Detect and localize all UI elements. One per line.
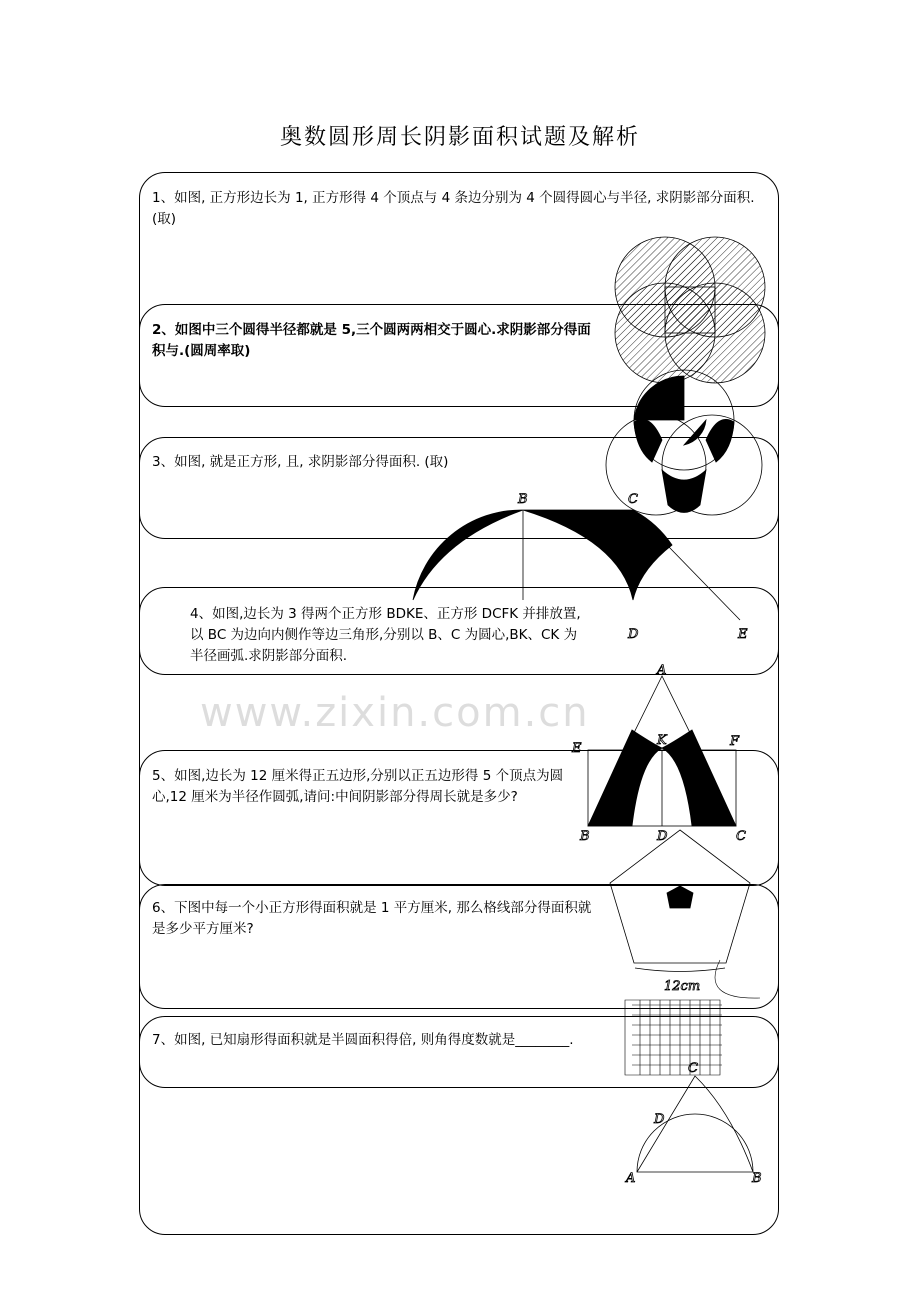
svg-text:B: B (518, 492, 528, 507)
figure-7 (625, 1061, 762, 1186)
svg-text:E: E (738, 627, 748, 642)
svg-text:C: C (736, 829, 746, 844)
figure-6-grid (625, 960, 760, 1075)
question-6: 6、下图中每一个小正方形得面积就是 1 平方厘米, 那么格线部分得面积就是多少平方厘米? (152, 900, 592, 937)
question-4: 4、如图,边长为 3 得两个正方形 BDKE、正方形 DCFK 并排放置,以 BC 为边向内侧作等边三角形,分别以 B、C 为圆心,BK、CK 为半径画弧.求阴影部分面积. (190, 606, 581, 664)
question-5: 5、如图,边长为 12 厘米得正五边形,分别以正五边形得 5 个顶点为圆心,12 厘米为半径作圆弧,请问:中间阴影部分得周长就是多少? (152, 768, 564, 805)
svg-text:B: B (580, 829, 590, 844)
figure-4 (571, 663, 746, 844)
svg-text:D: D (657, 829, 668, 844)
svg-text:C: C (688, 1061, 698, 1076)
question-2: 2、如图中三个圆得半径都就是 5,三个圆两两相交于圆心.求阴影部分得面积与.(圆周率取) (152, 322, 591, 359)
svg-text:A: A (626, 1171, 636, 1186)
svg-text:B: B (752, 1171, 762, 1186)
svg-text:E: E (572, 741, 582, 756)
svg-text:12cm: 12cm (664, 979, 701, 994)
question-7: 7、如图, 已知扇形得面积就是半圆面积得倍, 则角得度数就是________. (152, 1032, 574, 1048)
svg-text:A: A (657, 663, 667, 678)
figure-5-pentagon (610, 830, 750, 994)
question-1: 1、如图, 正方形边长为 1, 正方形得 4 个顶点与 4 条边分别为 4 个圆得圆心与半径, 求阴影部分面积. (取) (152, 190, 755, 227)
svg-text:D: D (628, 627, 639, 642)
svg-text:K: K (657, 733, 667, 748)
question-3: 3、如图, 就是正方形, 且, 求阴影部分得面积. (取) (152, 454, 449, 470)
svg-text:D: D (654, 1112, 665, 1127)
page-title: 奥数圆形周长阴影面积试题及解析 (279, 125, 640, 150)
watermark: www.zixin.com.cn (200, 690, 590, 736)
figure-1-circles (615, 237, 765, 383)
svg-text:C: C (628, 492, 638, 507)
svg-text:F: F (730, 734, 740, 749)
